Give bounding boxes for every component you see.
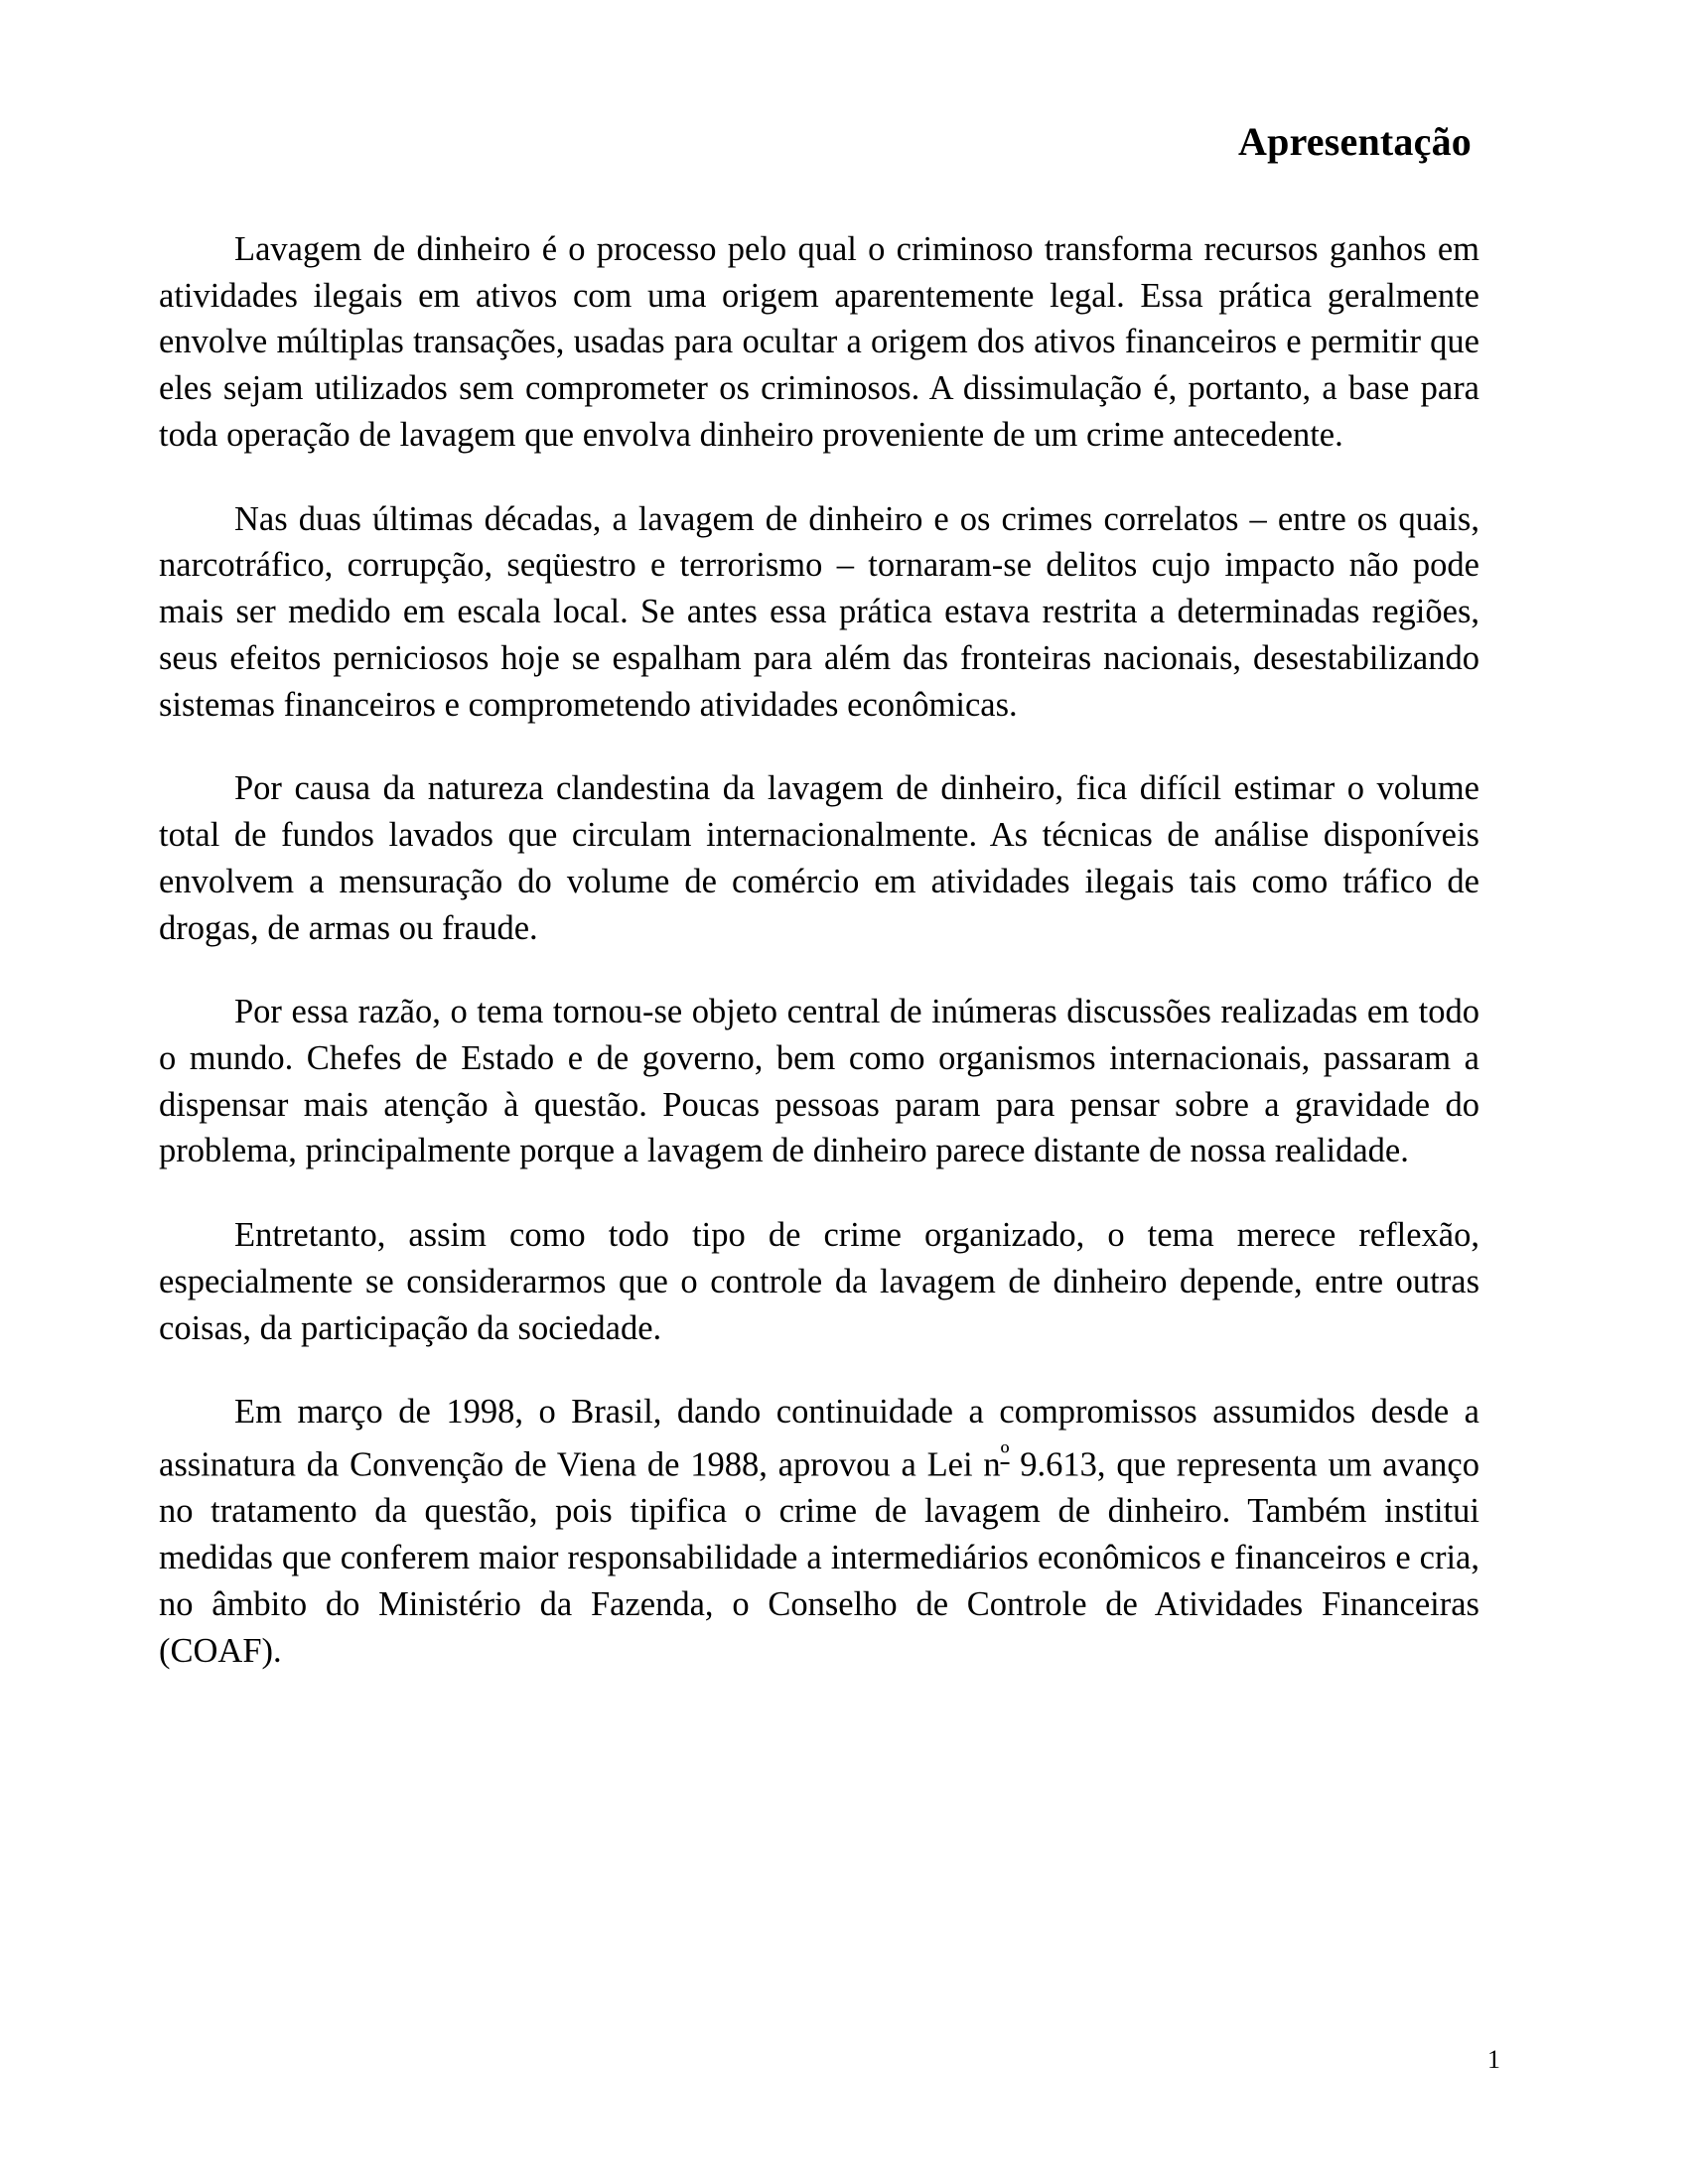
- paragraph-6: [159, 1389, 1479, 1674]
- paragraph-1: Lavagem de dinheiro é o processo pelo qual o criminoso transforma recursos ganhos em atividades ilegais em ativos com uma origem aparentemente legal. Essa prática geralmente envolve múltiplas transações, usadas para ocultar a origem dos ativos financeiros e permitir que eles sejam utilizados sem comprometer os criminosos. A dissimulação é, portanto, a base para toda operação de lavagem que envolva dinheiro proveniente de um crime antecedente.: [159, 230, 1479, 454]
- ordinal-indicator: º: [1000, 1438, 1010, 1471]
- page-title: Apresentação: [1238, 119, 1472, 164]
- paragraph-5: Entretanto, assim como todo tipo de crime organizado, o tema merece reflexão, especialmente se considerarmos que o controle da lavagem de dinheiro depende, entre outras coisas, da participação da sociedade.: [159, 1216, 1479, 1347]
- paragraph-6-text-before-ordinal: Em março de 1998, o Brasil, dando continuidade a compromissos assumidos desde a assinatura da Convenção de Viena de 1988, aprovou a Lei n: [159, 1393, 1479, 1484]
- paragraph-3: Por causa da natureza clandestina da lavagem de dinheiro, fica difícil estimar o volume total de fundos lavados que circulam internacionalmente. As técnicas de análise disponíveis envolvem a mensuração do volume de comércio em atividades ilegais tais como tráfico de drogas, de armas ou fraude.: [159, 769, 1479, 947]
- paragraph-6-text-after-ordinal: 9.613, que representa um avanço no tratamento da questão, pois tipifica o crime de lavagem de dinheiro. Também institui medidas que conferem maior responsabilidade a intermediários econômicos e financeiros e cria, no âmbito do Ministério da Fazenda, o Conselho de Controle de Atividades Financeiras (COAF).: [159, 1445, 1479, 1670]
- page-content: [159, 119, 1479, 1674]
- paragraph-4: Por essa razão, o tema tornou-se objeto central de inúmeras discussões realizadas em todo o mundo. Chefes de Estado e de governo, bem como organismos internacionais, passaram a dispensar mais atenção à questão. Poucas pessoas param para pensar sobre a gravidade do problema, principalmente porque a lavagem de dinheiro parece distante de nossa realidade.: [159, 993, 1479, 1170]
- page-number: 1: [1487, 2045, 1500, 2074]
- body-text: [159, 226, 1479, 1674]
- paragraph-2: Nas duas últimas décadas, a lavagem de dinheiro e os crimes correlatos – entre os quais, narcotráfico, corrupção, seqüestro e terrorismo – tornaram-se delitos cujo impacto não pode mais ser medido em escala local. Se antes essa prática estava restrita a determinadas regiões, seus efeitos perniciosos hoje se espalham para além das fronteiras nacionais, desestabilizando sistemas financeiros e comprometendo atividades econômicas.: [159, 499, 1479, 724]
